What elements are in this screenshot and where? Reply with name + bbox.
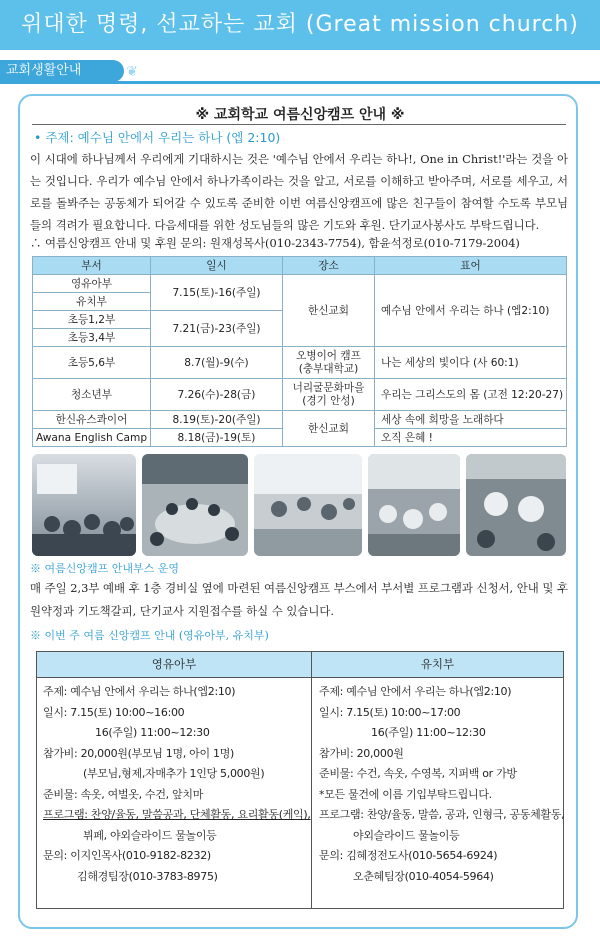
place-cell: 너리굴문화마을 (경기 안성) [283, 379, 375, 411]
camp-photo [368, 454, 460, 556]
detail-line: (부모님,형제,자매추가 1인당 5,000원) [83, 767, 265, 780]
detail-line: 오춘혜팀장(010-4054-5964) [353, 869, 494, 883]
dept-cell: 청소년부 [33, 379, 151, 411]
infant-dept-details [43, 682, 311, 887]
detail-line: 문의: 이지인목사(010-9182-8232) [43, 849, 211, 862]
motto-cell: 예수님 안에서 우리는 하나 (엡2:10) [375, 275, 567, 347]
camp-photo [32, 454, 136, 556]
motto-cell: 세상 속에 희망을 노래하다 [375, 411, 567, 429]
dept-cell: 한신유스콰이어 [33, 411, 151, 429]
title-divider [32, 124, 566, 125]
detail-line: 일시: 7.15(토) 10:00~17:00 [319, 705, 461, 719]
week-camp-table [36, 651, 564, 909]
table-header-row [33, 257, 567, 275]
detail-line: 주제: 예수님 안에서 우리는 하나(엡2:10) [319, 685, 512, 698]
date-cell: 8.7(월)-9(수) [151, 347, 283, 379]
header-dept: 부서 [33, 257, 151, 275]
camp-theme: • 주제: 예수님 안에서 우리는 하나 (엡 2:10) [34, 130, 281, 145]
infant-dept-header: 영유아부 [37, 652, 311, 678]
camp-photo [142, 454, 248, 556]
motto-cell: 오직 은혜 ! [375, 429, 567, 447]
place-cell: 한신교회 [283, 411, 375, 447]
dept-cell: Awana English Camp [33, 429, 151, 447]
camp-photo-strip [32, 454, 566, 556]
date-cell: 8.18(금)-19(토) [151, 429, 283, 447]
detail-line: 일시: 7.15(토) 10:00~16:00 [43, 705, 185, 719]
detail-line: 야외슬라이드 물놀이등 [353, 828, 460, 842]
dept-cell: 초등1,2부 [33, 311, 151, 329]
intro-paragraph: 이 시대에 하나님께서 우리에게 기대하시는 것은 '예수님 안에서 우리는 하나!, One in Christ!'라는 것을 아는 것입니다. 우리가 예수님 안에서 하나가족이라는 것을 알고, 서로를 이해하고 받아주며, 서로를 세우고, 서로를 돌봐주는 공동체가 되어갈 수 있도록 준비한 이번 여름신앙캠프에 많은 친구들이 참여할 수도록 부모님들의 격려가 필요합니다. 다음세대를 위한 성도님들의 많은 기도와 후원. 단기교사봉사도 부탁드립니다. [30, 152, 568, 232]
banner-title: 위대한 명령, 선교하는 교회 (Great mission church) [0, 0, 600, 50]
place-cell: 오병이어 캠프 (충부대학교) [283, 347, 375, 379]
date-cell: 7.21(금)-23(주일) [151, 311, 283, 347]
section-tab-label: 교회생활안내 [6, 63, 82, 78]
detail-line: 준비물: 속옷, 여벌옷, 수건, 앞치마 [43, 787, 204, 801]
table-row [33, 411, 567, 429]
section-tab [0, 60, 138, 82]
detail-line: 뷔페, 야외슬라이드 물놀이등 [83, 828, 217, 842]
place-cell: 한신교회 [283, 275, 375, 347]
kindergarten-dept-details [319, 682, 564, 887]
table-row [33, 347, 567, 379]
dept-cell: 영유아부 [33, 275, 151, 293]
detail-line: 프로그램: 찬양/율동, 말씀, 공과, 인형극, 공동체활동, [319, 808, 565, 821]
detail-line: 16(주일) 11:00~12:30 [371, 726, 486, 739]
contact-info: ∴ 여름신앙캠프 안내 및 후원 문의: 원재성목사(010-2343-7754), 함윤석정로(010-7179-2004) [30, 236, 520, 250]
camp-notice-card [18, 94, 578, 929]
date-cell: 8.19(토)-20(주일) [151, 411, 283, 429]
header-date: 일시 [151, 257, 283, 275]
detail-line: 주제: 예수님 안에서 우리는 하나(엡2:10) [43, 685, 236, 698]
detail-line: 참가비: 20,000원(부모님 1명, 아이 1명) [43, 746, 235, 760]
date-cell: 7.15(토)-16(주일) [151, 275, 283, 311]
dept-cell: 초등5,6부 [33, 347, 151, 379]
detail-line: 참가비: 20,000원 [319, 746, 404, 760]
booth-text: 매 주일 2,3부 예배 후 1층 경비실 옆에 마련된 여름신앙캠프 부스에서 부서별 프로그램과 신청서, 안내 및 후원약정과 기도책갈피, 단기교사 지원접수를 하실 수 있습니다. [30, 581, 569, 618]
detail-line: *모든 물건에 이름 기입부탁드립니다. [319, 787, 492, 801]
motto-cell: 우리는 그리스도의 몸 (고전 12:20-27) [375, 379, 567, 411]
notice-title: ※ 교회학교 여름신앙캠프 안내 ※ [195, 107, 405, 123]
camp-photo [466, 454, 566, 556]
motto-cell: 나는 세상의 빛이다 (사 60:1) [375, 347, 567, 379]
date-cell: 7.26(수)-28(금) [151, 379, 283, 411]
column-divider [311, 652, 312, 908]
kindergarten-dept-header: 유치부 [312, 652, 563, 678]
header-place: 장소 [283, 257, 375, 275]
detail-line: 프로그램: 찬양/율동, 말씀공과, 단체활동, 요리활동(케익), [43, 808, 311, 821]
detail-line: 김해경팀장(010-3783-8975) [77, 869, 218, 883]
schedule-table [32, 256, 567, 447]
detail-line: 준비물: 수건, 속옷, 수영복, 지퍼백 or 가방 [319, 767, 517, 780]
week-heading: ※ 이번 주 여름 신앙캠프 안내 (영유아부, 유치부) [30, 629, 269, 642]
detail-line: 문의: 김혜정전도사(010-5654-6924) [319, 849, 498, 862]
camp-photo [254, 454, 362, 556]
section-divider [0, 81, 600, 84]
booth-heading: ※ 여름신앙캠프 안내부스 운영 [30, 562, 180, 575]
table-row [33, 379, 567, 411]
wing-icon: ❦ [126, 64, 138, 80]
table-row [33, 275, 567, 293]
dept-cell: 유치부 [33, 293, 151, 311]
detail-line: 16(주일) 11:00~12:30 [95, 726, 210, 739]
header-motto: 표어 [375, 257, 567, 275]
dept-cell: 초등3,4부 [33, 329, 151, 347]
